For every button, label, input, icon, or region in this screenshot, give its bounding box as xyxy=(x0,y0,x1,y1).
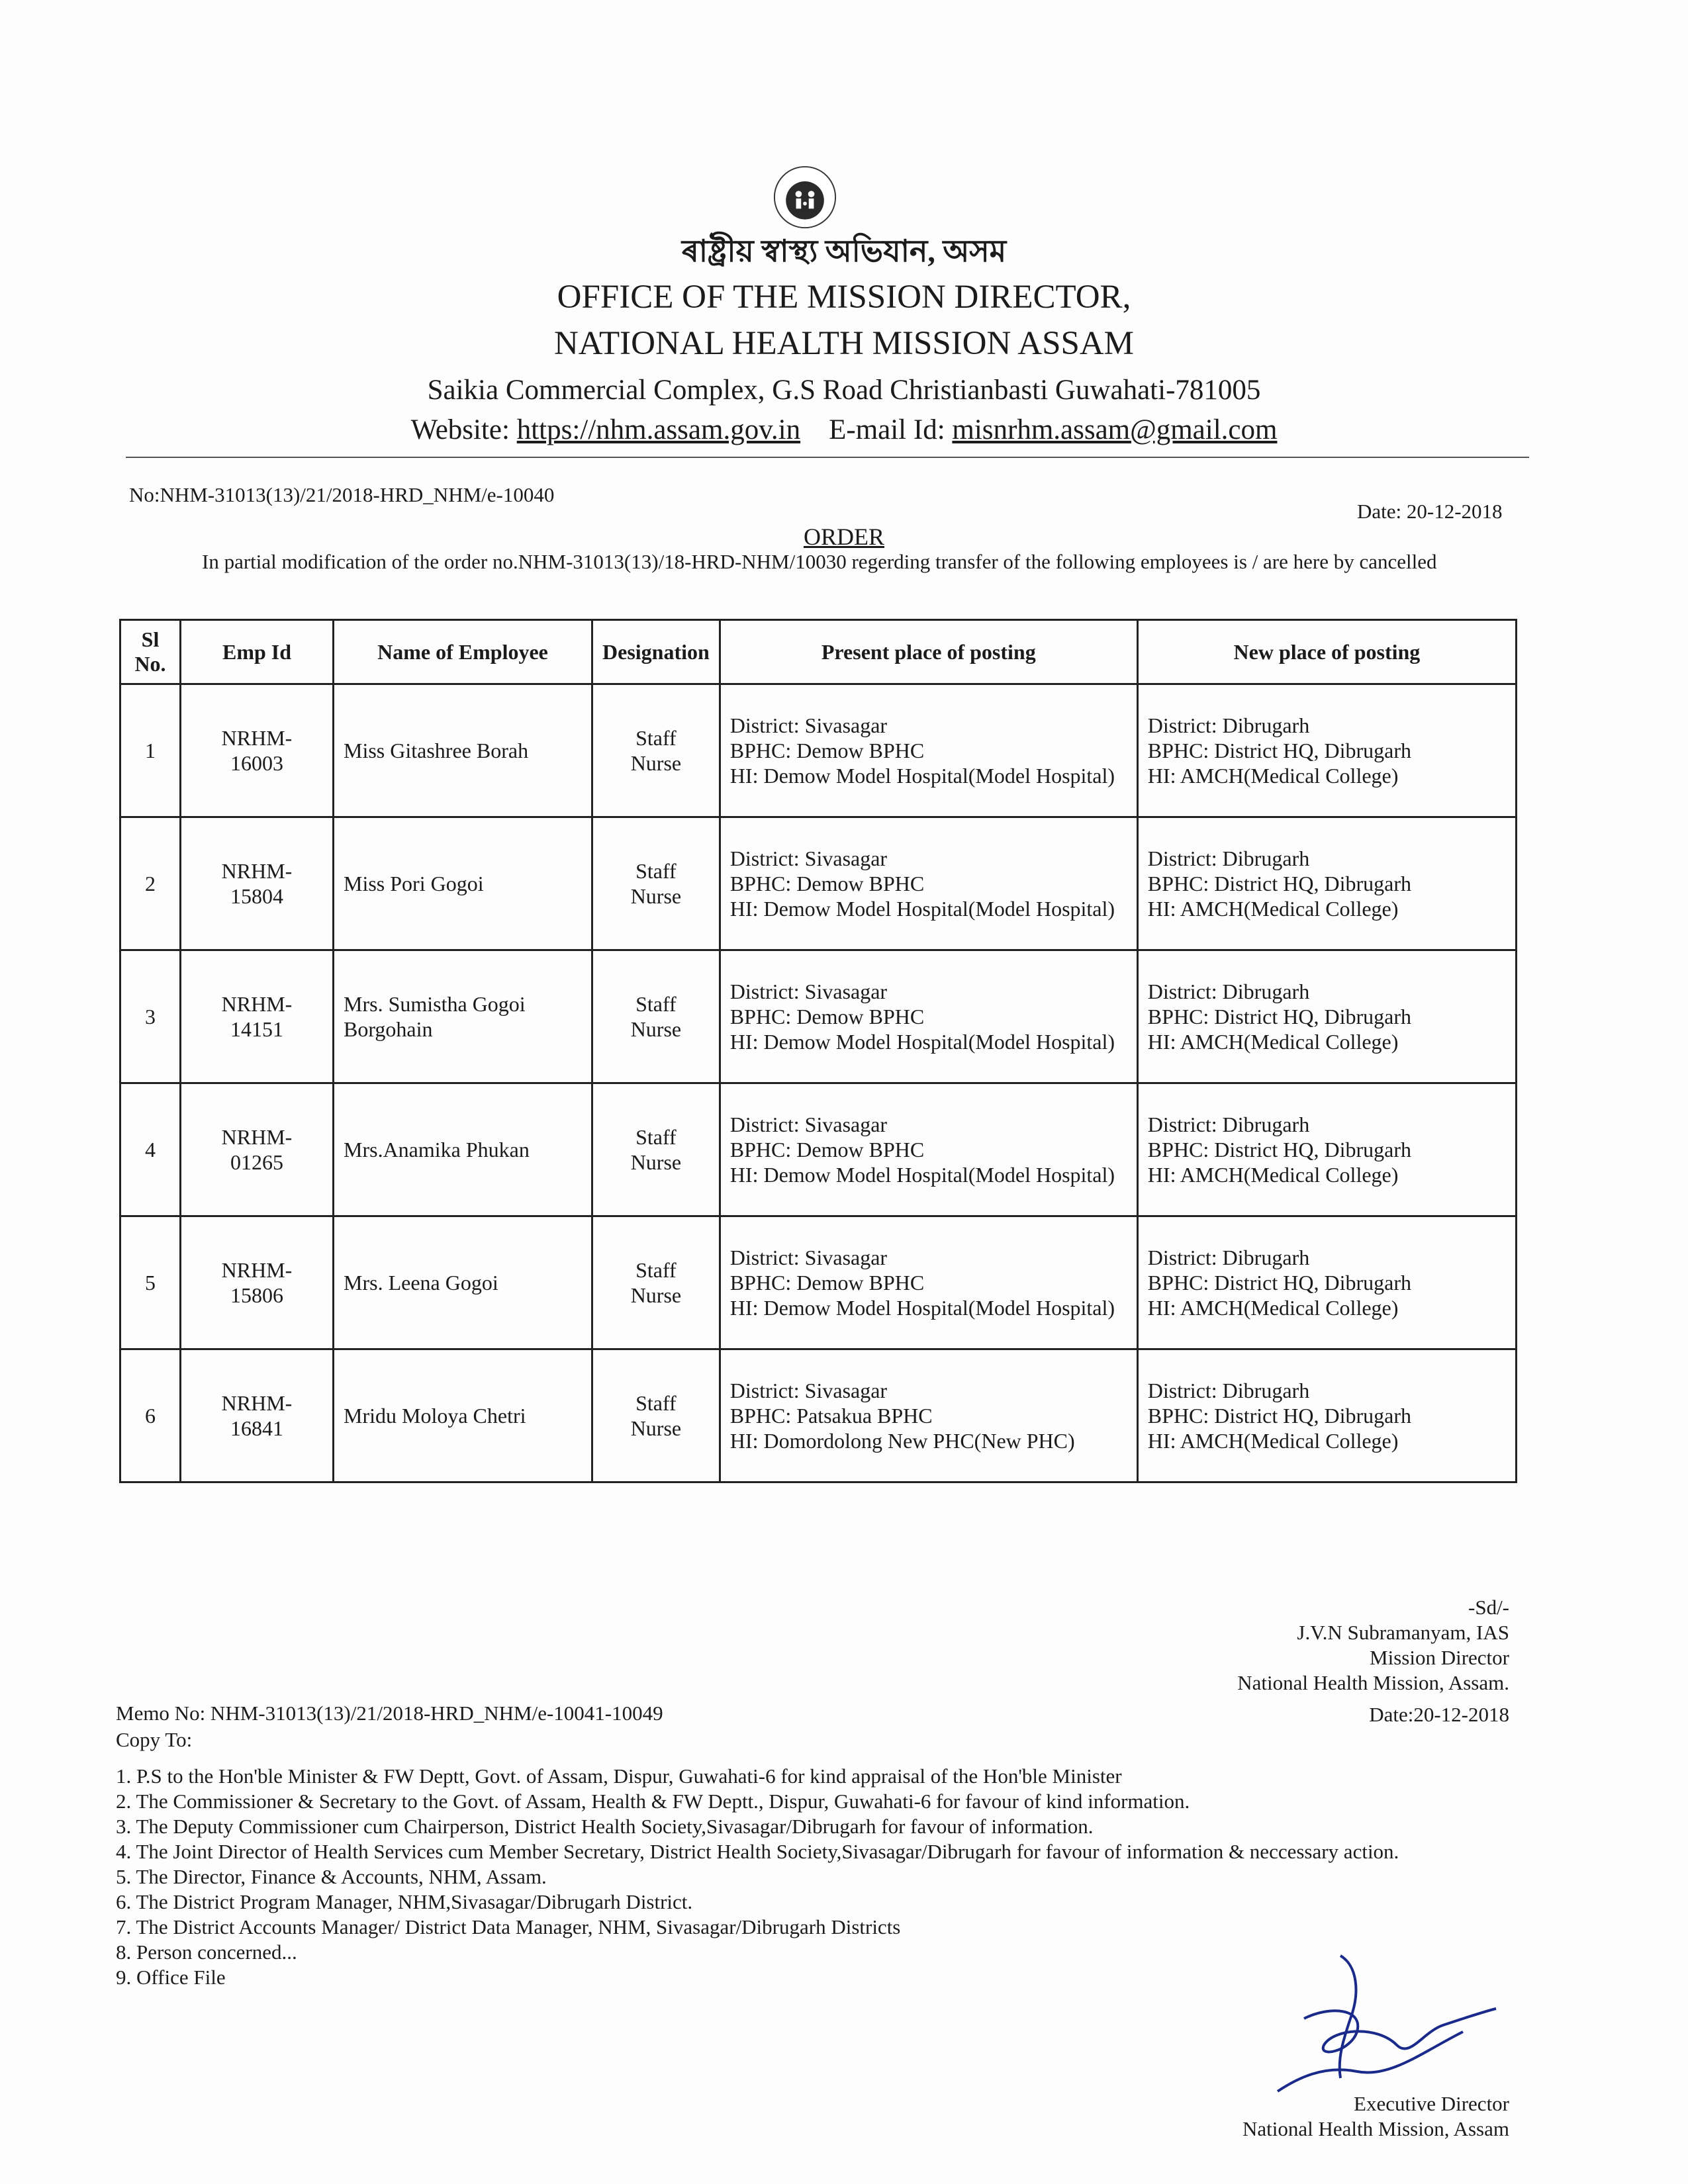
list-item: 4. The Joint Director of Health Services cum Member Secretary, District Health Society,Sivasagar/Dibrugarh for favour of information & neccessary action. xyxy=(116,1840,1399,1863)
cell-emp-id: NRHM- 01265 xyxy=(181,1083,334,1216)
header-name: Name of Employee xyxy=(334,620,592,684)
office-title-line1: OFFICE OF THE MISSION DIRECTOR, xyxy=(557,279,1131,316)
cell-present-posting: District: Sivasagar BPHC: Demow BPHC HI: Demow Model Hospital(Model Hospital) xyxy=(720,684,1137,817)
cell-name: Mrs. Leena Gogoi xyxy=(334,1216,592,1349)
handwritten-signature xyxy=(1225,1952,1503,2111)
header-emp-id: Emp Id xyxy=(181,620,334,684)
cell-present-posting: District: Sivasagar BPHC: Demow BPHC HI: Demow Model Hospital(Model Hospital) xyxy=(720,950,1137,1083)
cell-new-posting: District: Dibrugarh BPHC: District HQ, Dibrugarh HI: AMCH(Medical College) xyxy=(1137,1083,1516,1216)
cell-new-posting: District: Dibrugarh BPHC: District HQ, Dibrugarh HI: AMCH(Medical College) xyxy=(1137,950,1516,1083)
list-item: 6. The District Program Manager, NHM,Sivasagar/Dibrugarh District. xyxy=(116,1890,693,1913)
cell-present-posting: District: Sivasagar BPHC: Patsakua BPHC HI: Domordolong New PHC(New PHC) xyxy=(720,1349,1137,1482)
cell-present-posting: District: Sivasagar BPHC: Demow BPHC HI: Demow Model Hospital(Model Hospital) xyxy=(720,1083,1137,1216)
sd-mark: -Sd/- xyxy=(1468,1596,1509,1619)
table-row xyxy=(120,1349,1517,1482)
cell-new-posting: District: Dibrugarh BPHC: District HQ, Dibrugarh HI: AMCH(Medical College) xyxy=(1137,1349,1516,1482)
cell-designation: Staff Nurse xyxy=(592,1083,720,1216)
header-designation: Designation xyxy=(592,620,720,684)
table-row xyxy=(120,1083,1517,1216)
cell-name: Miss Pori Gogoi xyxy=(334,817,592,950)
table-row xyxy=(120,684,1517,817)
executive-director-title: Executive Director xyxy=(1354,2092,1509,2115)
cell-emp-id: NRHM- 15806 xyxy=(181,1216,334,1349)
executive-director-org: National Health Mission, Assam xyxy=(1243,2117,1509,2140)
contact-line xyxy=(0,414,1688,446)
list-item: 5. The Director, Finance & Accounts, NHM, Assam. xyxy=(116,1865,547,1888)
list-item: 8. Person concerned... xyxy=(116,1940,297,1964)
list-item: 3. The Deputy Commissioner cum Chairperson, District Health Society,Sivasagar/Dibrugarh for favour of information. xyxy=(116,1815,1094,1838)
cell-new-posting: District: Dibrugarh BPHC: District HQ, Dibrugarh HI: AMCH(Medical College) xyxy=(1137,684,1516,817)
office-title-line2: NATIONAL HEALTH MISSION ASSAM xyxy=(553,325,1135,362)
cell-emp-id: NRHM- 16841 xyxy=(181,1349,334,1482)
cell-present-posting: District: Sivasagar BPHC: Demow BPHC HI: Demow Model Hospital(Model Hospital) xyxy=(720,817,1137,950)
website-label: Website: xyxy=(410,414,510,445)
list-item: 7. The District Accounts Manager/ District Data Manager, NHM, Sivasagar/Dibrugarh Districts xyxy=(116,1915,901,1938)
signatory-org: National Health Mission, Assam. xyxy=(1237,1671,1509,1694)
header-new-posting: New place of posting xyxy=(1137,620,1516,684)
office-address: Saikia Commercial Complex, G.S Road Christianbasti Guwahati-781005 xyxy=(427,375,1261,406)
header-divider xyxy=(126,457,1529,458)
signatory-title: Mission Director xyxy=(1370,1646,1509,1669)
table-row xyxy=(120,950,1517,1083)
cell-name: Mrs.Anamika Phukan xyxy=(334,1083,592,1216)
cell-present-posting: District: Sivasagar BPHC: Demow BPHC HI: Demow Model Hospital(Model Hospital) xyxy=(720,1216,1137,1349)
header-sl-no: Sl No. xyxy=(120,620,181,684)
memo-number: Memo No: NHM-31013(13)/21/2018-HRD_NHM/e-10041-10049 xyxy=(116,1702,663,1725)
cell-designation: Staff Nurse xyxy=(592,950,720,1083)
cell-name: Miss Gitashree Borah xyxy=(334,684,592,817)
signature-block xyxy=(1125,1595,1509,1727)
cell-emp-id: NRHM- 14151 xyxy=(181,950,334,1083)
cell-designation: Staff Nurse xyxy=(592,817,720,950)
cell-sl-no: 5 xyxy=(120,1216,181,1349)
signature-date: Date:20-12-2018 xyxy=(1369,1703,1509,1726)
cell-new-posting: District: Dibrugarh BPHC: District HQ, Dibrugarh HI: AMCH(Medical College) xyxy=(1137,817,1516,950)
table-header-row xyxy=(120,620,1517,684)
table-row xyxy=(120,1216,1517,1349)
cell-designation: Staff Nurse xyxy=(592,684,720,817)
executive-director-block xyxy=(1178,2091,1509,2142)
order-title: ORDER xyxy=(803,523,884,550)
list-item: 2. The Commissioner & Secretary to the Govt. of Assam, Health & FW Deptt., Dispur, Guwahati-6 for favour of kind information. xyxy=(116,1790,1190,1813)
list-item: 9. Office File xyxy=(116,1966,226,1989)
cell-designation: Staff Nurse xyxy=(592,1216,720,1349)
order-date: Date: 20-12-2018 xyxy=(1357,500,1503,523)
cell-sl-no: 1 xyxy=(120,684,181,817)
cell-sl-no: 6 xyxy=(120,1349,181,1482)
bengali-title: ৰাষ্ট্ৰীয় স্বাস্থ্য অভিযান, অসম xyxy=(681,234,1007,268)
cell-emp-id: NRHM- 15804 xyxy=(181,817,334,950)
copy-to-label: Copy To: xyxy=(116,1728,193,1751)
website-link[interactable]: https://nhm.assam.gov.in xyxy=(516,414,801,445)
transfer-table xyxy=(119,619,1517,1483)
table-row xyxy=(120,817,1517,950)
email-link[interactable]: misnrhm.assam@gmail.com xyxy=(952,414,1278,445)
cell-new-posting: District: Dibrugarh BPHC: District HQ, Dibrugarh HI: AMCH(Medical College) xyxy=(1137,1216,1516,1349)
header-present-posting: Present place of posting xyxy=(720,620,1137,684)
nhm-logo xyxy=(773,165,837,229)
cell-sl-no: 4 xyxy=(120,1083,181,1216)
cell-sl-no: 2 xyxy=(120,817,181,950)
order-text: In partial modification of the order no.NHM-31013(13)/18-HRD-NHM/10030 regerding transfer of the following employees is / are here by cancelled xyxy=(202,550,1437,573)
cell-sl-no: 3 xyxy=(120,950,181,1083)
cell-name: Mrs. Sumistha Gogoi Borgohain xyxy=(334,950,592,1083)
cell-emp-id: NRHM- 16003 xyxy=(181,684,334,817)
reference-number: No:NHM-31013(13)/21/2018-HRD_NHM/e-10040 xyxy=(129,483,555,506)
cell-name: Mridu Moloya Chetri xyxy=(334,1349,592,1482)
signatory-name: J.V.N Subramanyam, IAS xyxy=(1297,1621,1509,1644)
cell-designation: Staff Nurse xyxy=(592,1349,720,1482)
email-label: E-mail Id: xyxy=(829,414,945,445)
list-item: 1. P.S to the Hon'ble Minister & FW Deptt, Govt. of Assam, Dispur, Guwahati-6 for kind appraisal of the Hon'ble Minister xyxy=(116,1764,1122,1788)
